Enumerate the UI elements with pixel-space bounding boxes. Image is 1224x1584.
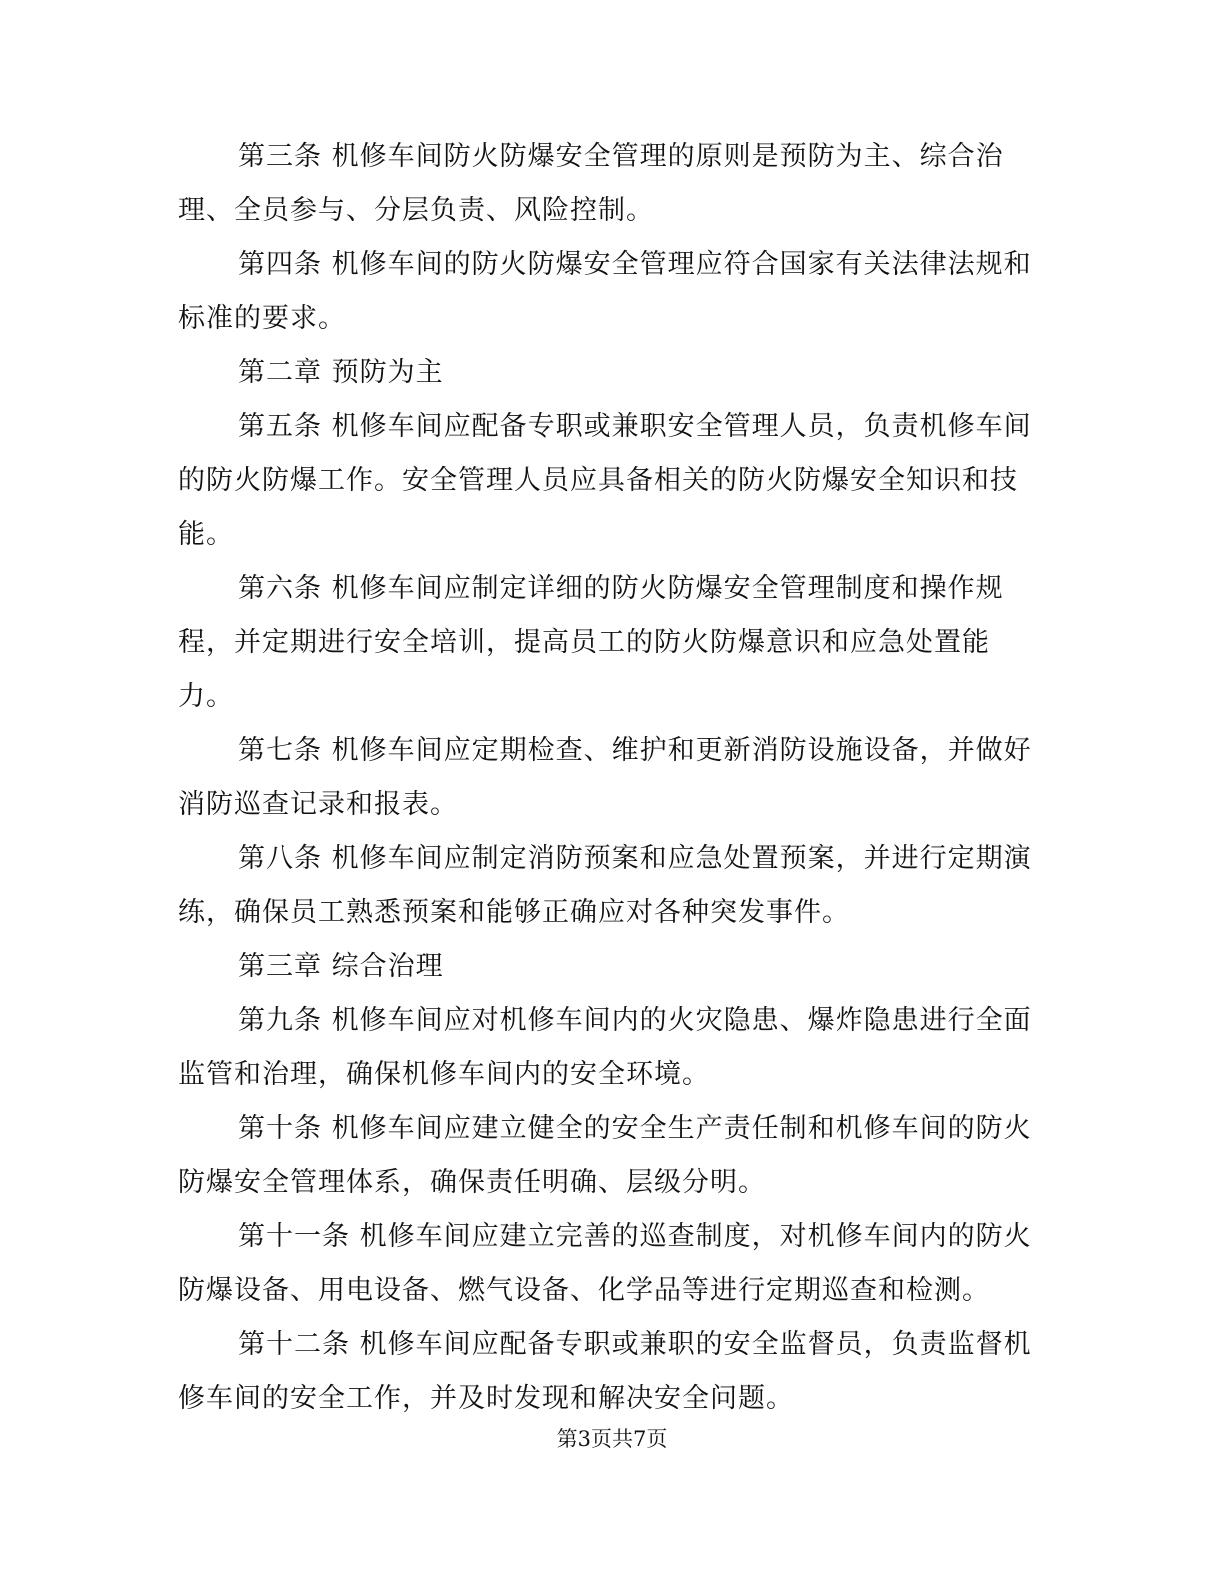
document-body bbox=[178, 130, 1044, 1426]
chapter-2-heading: 第二章 预防为主 bbox=[238, 357, 444, 388]
article-10: 第十条 机修车间应建立健全的安全生产责任制和机修车间的防火防爆安全管理体系，确保责任明确、层级分明。 bbox=[178, 1113, 1032, 1198]
page-number: 第3页共7页 bbox=[556, 1427, 668, 1451]
article-3: 第三条 机修车间防火防爆安全管理的原则是预防为主、综合治理、全员参与、分层负责、风险控制。 bbox=[178, 141, 1004, 226]
chapter-3-heading: 第三章 综合治理 bbox=[238, 951, 444, 982]
article-11: 第十一条 机修车间应建立完善的巡查制度，对机修车间内的防火防爆设备、用电设备、燃气设备、化学品等进行定期巡查和检测。 bbox=[178, 1221, 1032, 1306]
article-9: 第九条 机修车间应对机修车间内的火灾隐患、爆炸隐患进行全面监管和治理，确保机修车间内的安全环境。 bbox=[178, 1005, 1032, 1090]
article-4: 第四条 机修车间的防火防爆安全管理应符合国家有关法律法规和标准的要求。 bbox=[178, 249, 1032, 334]
article-8: 第八条 机修车间应制定消防预案和应急处置预案，并进行定期演练，确保员工熟悉预案和能够正确应对各种突发事件。 bbox=[178, 843, 1032, 928]
article-12: 第十二条 机修车间应配备专职或兼职的安全监督员，负责监督机修车间的安全工作，并及时发现和解决安全问题。 bbox=[178, 1329, 1032, 1414]
article-7: 第七条 机修车间应定期检查、维护和更新消防设施设备，并做好消防巡查记录和报表。 bbox=[178, 735, 1032, 820]
article-5: 第五条 机修车间应配备专职或兼职安全管理人员，负责机修车间的防火防爆工作。安全管理人员应具备相关的防火防爆安全知识和技能。 bbox=[178, 411, 1032, 550]
article-6: 第六条 机修车间应制定详细的防火防爆安全管理制度和操作规程，并定期进行安全培训，提高员工的防火防爆意识和应急处置能力。 bbox=[178, 573, 1004, 712]
